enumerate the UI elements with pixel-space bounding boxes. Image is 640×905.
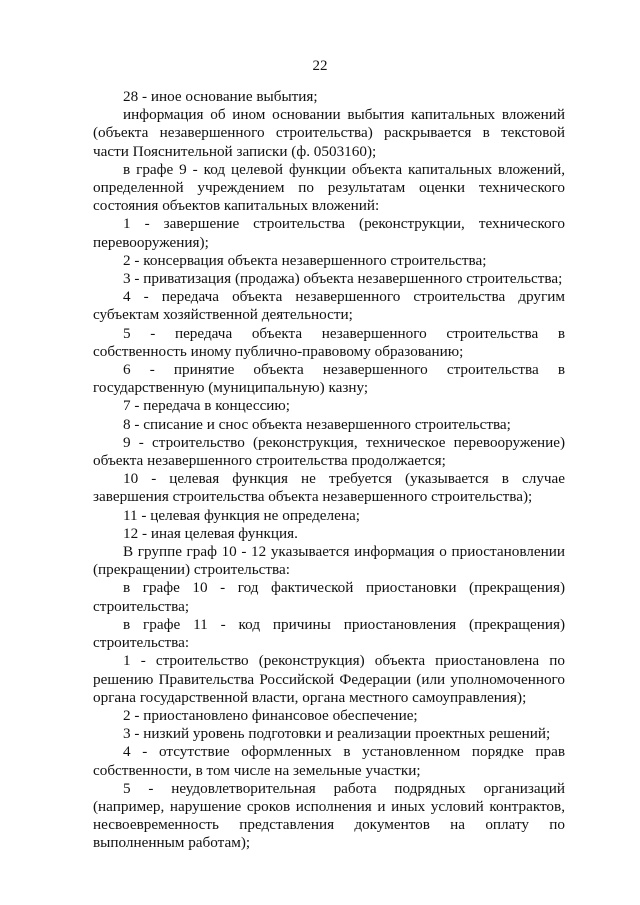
paragraph-7: 4 - передача объекта незавершенного строительства другим субъектам хозяйственной деятельности; bbox=[93, 288, 565, 324]
paragraph-11: 8 - списание и снос объекта незавершенного строительства; bbox=[123, 415, 511, 433]
paragraph-5: 2 - консервация объекта незавершенного строительства; bbox=[123, 251, 487, 269]
paragraph-18: в графе 11 - код причины приостановления (прекращения) строительства: bbox=[93, 615, 565, 652]
page-body bbox=[93, 88, 565, 853]
paragraph-4: 1 - завершение строительства (реконструкции, технического перевооружения); bbox=[93, 215, 565, 251]
paragraph-8: 5 - передача объекта незавершенного строительства в собственность иному публично-правовому образованию; bbox=[93, 324, 565, 360]
paragraph-10: 7 - передача в концессию; bbox=[123, 397, 291, 415]
paragraph-16: В группе граф 10 - 12 указывается информация о приостановлении (прекращении) строительства: bbox=[93, 543, 565, 579]
paragraph-15: 12 - иная целевая функция. bbox=[123, 524, 298, 542]
paragraph-21: 3 - низкий уровень подготовки и реализации проектных решений; bbox=[123, 725, 551, 743]
paragraph-3: в графе 9 - код целевой функции объекта капитальных вложений, определенной учреждением по результатам оценки технического состояния объектов капитальных вложений: bbox=[93, 160, 565, 215]
paragraph-6: 3 - приватизация (продажа) объекта незавершенного строительства; bbox=[123, 270, 563, 288]
paragraph-1: 28 - иное основание выбытия; bbox=[123, 88, 318, 105]
page-number: 22 bbox=[312, 58, 328, 74]
paragraph-9: 6 - принятие объекта незавершенного строительства в государственную (муниципальную) казну; bbox=[93, 361, 565, 397]
paragraph-19: 1 - строительство (реконструкция) объекта приостановлена по решению Правительства Российской Федерации (или уполномоченного органа государственной власти, органа местного самоуправления); bbox=[93, 652, 565, 706]
paragraph-22: 4 - отсутствие оформленных в установленном порядке прав собственности, в том числе на земельные участки; bbox=[93, 743, 565, 779]
paragraph-14: 11 - целевая функция не определена; bbox=[123, 506, 360, 524]
paragraph-2: информация об ином основании выбытия капитальных вложений (объекта незавершенного строительства) раскрывается в текстовой части Пояснительной записки (ф. 0503160); bbox=[93, 106, 565, 160]
paragraph-13: 10 - целевая функция не требуется (указывается в случае завершения строительства объекта незавершенного строительства); bbox=[93, 470, 565, 506]
paragraph-23: 5 - неудовлетворительная работа подрядных организаций (например, нарушение сроков исполнения и иных условий контрактов, несвоевременность представления документов на оплату по выполненным работам); bbox=[93, 779, 565, 852]
paragraph-12: 9 - строительство (реконструкция, техническое перевооружение) объекта незавершенного строительства продолжается; bbox=[93, 433, 565, 470]
paragraph-20: 2 - приостановлено финансовое обеспечение; bbox=[123, 706, 418, 724]
paragraph-17: в графе 10 - год фактической приостановки (прекращения) строительства; bbox=[93, 579, 565, 615]
